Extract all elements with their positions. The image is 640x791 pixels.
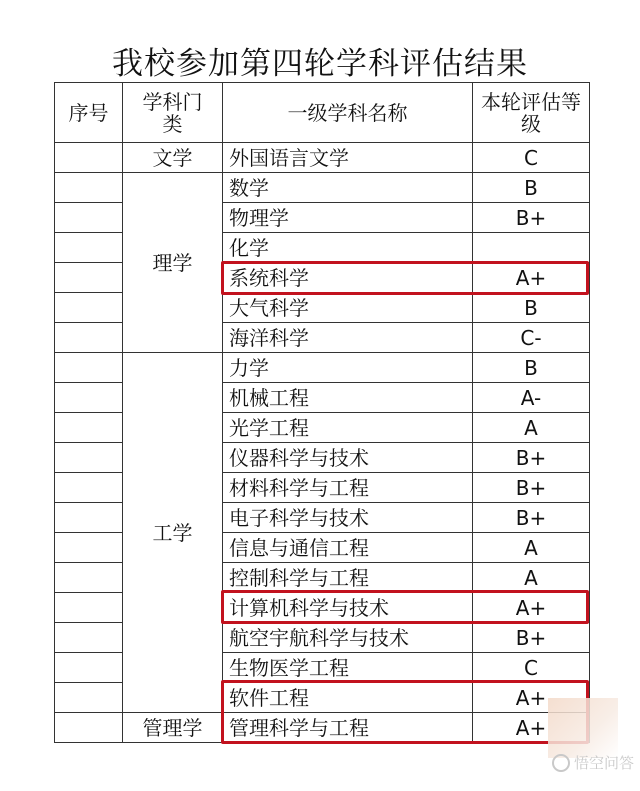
- grades-table: [54, 82, 590, 743]
- grade-cell: B+: [473, 443, 590, 473]
- grade-cell: B+: [473, 503, 590, 533]
- index-cell: [55, 623, 123, 653]
- category-cell-management: 管理学: [123, 713, 223, 743]
- discipline-cell: 生物医学工程: [223, 653, 473, 683]
- index-cell: [55, 353, 123, 383]
- discipline-cell: 航空宇航科学与技术: [223, 623, 473, 653]
- index-cell: [55, 143, 123, 173]
- table-row: [55, 173, 590, 203]
- grade-cell: B+: [473, 623, 590, 653]
- grade-cell: C: [473, 143, 590, 173]
- grade-cell: A-: [473, 383, 590, 413]
- discipline-cell: 系统科学: [223, 263, 473, 293]
- discipline-cell: 机械工程: [223, 383, 473, 413]
- index-cell: [55, 683, 123, 713]
- discipline-cell: 信息与通信工程: [223, 533, 473, 563]
- discipline-cell: 物理学: [223, 203, 473, 233]
- index-cell: [55, 443, 123, 473]
- discipline-cell: 控制科学与工程: [223, 563, 473, 593]
- grade-cell: A+: [473, 263, 590, 293]
- index-cell: [55, 203, 123, 233]
- grade-cell: A+: [473, 593, 590, 623]
- index-cell: [55, 503, 123, 533]
- grade-cell: B: [473, 293, 590, 323]
- grade-cell: B+: [473, 473, 590, 503]
- header-category: 学科门类: [123, 83, 223, 143]
- index-cell: [55, 293, 123, 323]
- index-cell: [55, 653, 123, 683]
- grade-cell: C-: [473, 323, 590, 353]
- header-discipline: 一级学科名称: [223, 83, 473, 143]
- grade-cell: [473, 233, 590, 263]
- grade-cell: A+: [473, 713, 590, 743]
- index-cell: [55, 383, 123, 413]
- index-cell: [55, 263, 123, 293]
- index-cell: [55, 323, 123, 353]
- grade-cell: C: [473, 653, 590, 683]
- discipline-cell: 数学: [223, 173, 473, 203]
- discipline-cell: 材料科学与工程: [223, 473, 473, 503]
- header-index: 序号: [55, 83, 123, 143]
- table-row: [55, 143, 590, 173]
- discipline-cell: 管理科学与工程: [223, 713, 473, 743]
- grade-cell: A: [473, 413, 590, 443]
- index-cell: [55, 533, 123, 563]
- index-cell: [55, 413, 123, 443]
- header-grade: 本轮评估等级: [473, 83, 590, 143]
- discipline-cell: 光学工程: [223, 413, 473, 443]
- discipline-cell: 力学: [223, 353, 473, 383]
- table-row: [55, 353, 590, 383]
- index-cell: [55, 563, 123, 593]
- discipline-cell: 仪器科学与技术: [223, 443, 473, 473]
- highlight-box-systems-science: [221, 261, 589, 295]
- grade-cell: A+: [473, 683, 590, 713]
- page-title: 我校参加第四轮学科评估结果: [112, 46, 528, 82]
- grade-cell: B: [473, 173, 590, 203]
- watermark-logo-icon: [552, 754, 570, 772]
- category-cell-literature: 文学: [123, 143, 223, 173]
- discipline-cell: 大气科学: [223, 293, 473, 323]
- table-header-row: [55, 83, 590, 143]
- grade-cell: B: [473, 353, 590, 383]
- grade-cell: B+: [473, 203, 590, 233]
- blurred-corner: [548, 698, 618, 758]
- watermark-text: 悟空问答: [573, 754, 634, 772]
- index-cell: [55, 233, 123, 263]
- grade-cell: A: [473, 563, 590, 593]
- index-cell: [55, 713, 123, 743]
- category-cell-engineering: 工学: [123, 353, 223, 713]
- category-cell-science: 理学: [123, 173, 223, 353]
- discipline-cell: 化学: [223, 233, 473, 263]
- discipline-cell: 软件工程: [223, 683, 473, 713]
- index-cell: [55, 173, 123, 203]
- discipline-cell: 外国语言文学: [223, 143, 473, 173]
- index-cell: [55, 593, 123, 623]
- highlight-box-computer-science: [221, 590, 589, 624]
- highlight-box-software-engineering: [221, 680, 589, 744]
- grade-cell: A: [473, 533, 590, 563]
- discipline-cell: 电子科学与技术: [223, 503, 473, 533]
- watermark: [552, 752, 634, 773]
- index-cell: [55, 473, 123, 503]
- discipline-cell: 计算机科学与技术: [223, 593, 473, 623]
- discipline-cell: 海洋科学: [223, 323, 473, 353]
